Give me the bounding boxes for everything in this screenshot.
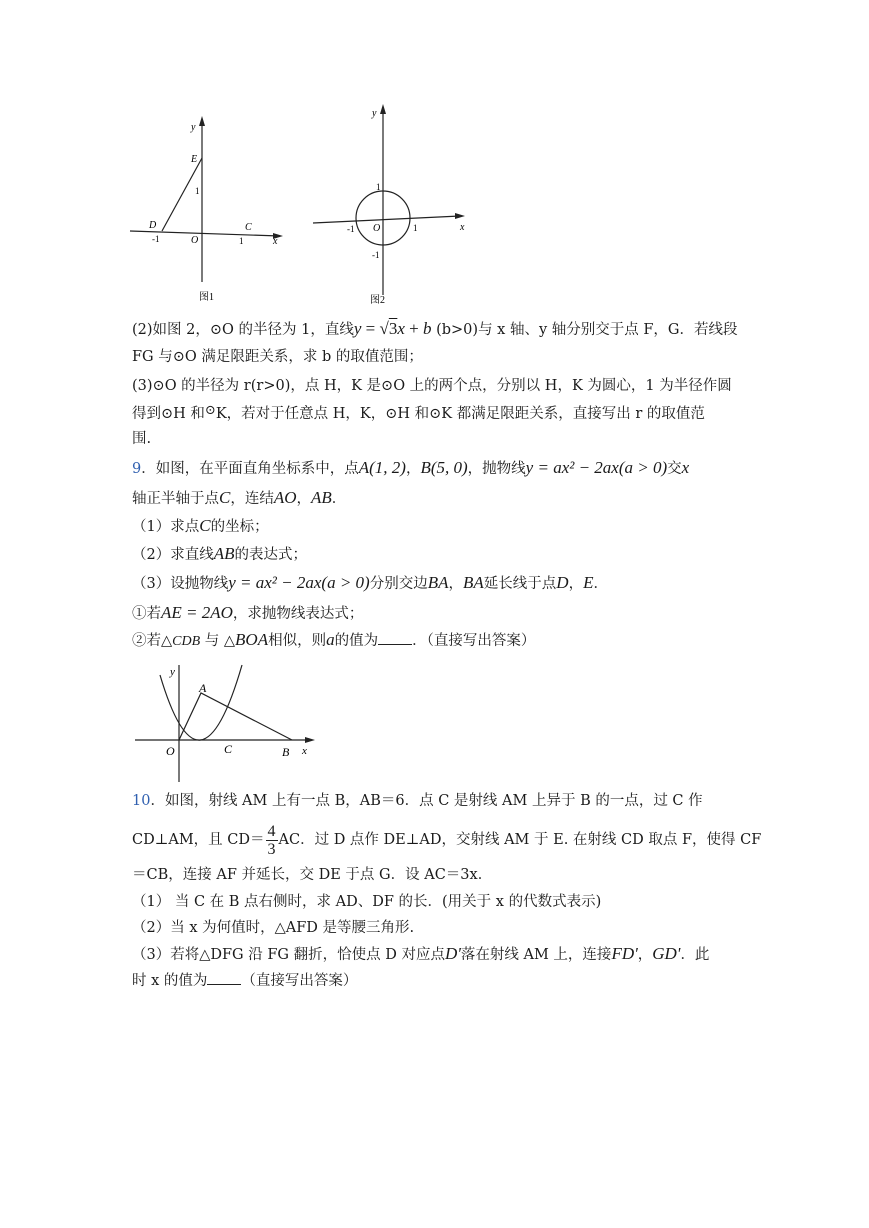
figure-2 [305, 100, 475, 310]
figure-1 [125, 110, 295, 310]
fig1-label-one-y: 1 [195, 186, 200, 196]
fig1-label-e: E [191, 154, 198, 165]
q8-part3-line1: (3)⊙O 的半径为 r(r>0)，点 H，K 是⊙O 上的两个点，分别以 H，K 为圆心，1 为半径作圆 [132, 378, 732, 394]
fig1-y-arrow [199, 116, 205, 126]
fraction-four-thirds: $\frac{4}{3}$ [267, 822, 276, 858]
fig3-label-x: x [302, 745, 307, 757]
fig1-label-neg1: -1 [152, 234, 160, 244]
q9-sub3: （3）设抛物线y = ax² − 2ax(a > 0)分别交边BA，BA延长线于点D，E． [132, 573, 608, 592]
circle-dot-icon: ⊙ [204, 403, 216, 418]
fig2-y-arrow [380, 104, 386, 114]
answer-blank[interactable] [207, 970, 241, 985]
answer-blank[interactable] [378, 630, 412, 645]
q9-line1: 9．如图，在平面直角坐标系中，点A(1, 2)，B(5, 0)，抛物线y = ax² − 2ax(a > 0)交x [132, 458, 690, 477]
fig3-x-arrow [305, 737, 315, 743]
fig3-label-b: B [282, 745, 290, 759]
q10-sub3-cont: 时 x 的值为 （直接写出答案） [132, 970, 357, 992]
q10-sub3: （3）若将△DFG 沿 FG 翻折，恰使点 D 对应点D'落在射线 AM 上，连接FD'，GD'．此 [132, 944, 710, 963]
q8-part3-line3: 围. [132, 431, 152, 447]
q10-line3: ＝CB，连接 AF 并延长，交 DE 于点 G．设 AC＝3x． [132, 867, 493, 883]
q9-sub2: （2）求直线AB的表达式； [132, 544, 308, 563]
fig2-caption: 图2 [370, 295, 385, 306]
q8-part3-line2: 得到⊙H 和⊙K，若对于任意点 H，K，⊙H 和⊙K 都满足限距关系，直接写出 r 的取值范 [132, 403, 705, 422]
q9-line2: 轴正半轴于点C，连结AO，AB． [132, 488, 347, 507]
q8-part2-line1: (2)如图 2，⊙O 的半径为 1，直线y = √3x + b (b>0)与 x 轴、y 轴分别交于点 F，G．若线段 [132, 319, 738, 338]
q10-line2: CD⊥AM，且 CD＝ $\frac{4}{3}$ AC．过 D 点作 DE⊥AD，交射线 AM 于 E. 在射线 CD 取点 F，使得 CF [132, 822, 762, 858]
q10-sub1: （1） 当 C 在 B 点右侧时，求 AD、DF 的长．(用关于 x 的代数式表示) [132, 894, 602, 910]
fig3-label-c: C [224, 742, 233, 756]
fig3-label-y: y [170, 666, 175, 678]
fig3-label-o: O [166, 744, 175, 758]
fig2-label-y: y [372, 108, 377, 119]
fig2-label-neg1-x: -1 [347, 224, 355, 234]
fig3-triangle-aob [179, 693, 292, 740]
q10-sub2: （2）当 x 为何值时，△AFD 是等腰三角形. [132, 920, 415, 936]
fig1-label-y: y [191, 122, 196, 133]
fig2-label-o: O [373, 223, 381, 234]
fig1-label-d: D [149, 220, 157, 231]
fig1-label-x: x [273, 236, 278, 247]
question-number-10: 10 [132, 793, 151, 809]
fig2-x-arrow [455, 213, 465, 219]
q8-part2-line2: FG 与⊙O 满足限距关系，求 b 的取值范围； [132, 349, 423, 365]
fig2-label-x: x [460, 222, 465, 233]
fig2-label-one-x: 1 [413, 223, 418, 233]
figure-3 [130, 660, 330, 785]
fig2-x-axis [313, 216, 460, 223]
fig2-label-one-y: 1 [376, 182, 381, 192]
question-number-9: 9 [132, 461, 142, 477]
q10-line1: 10．如图，射线 AM 上有一点 B，AB＝6．点 C 是射线 AM 上异于 B 的一点，过 C 作 [132, 793, 703, 809]
q9-case2: ②若△CDB 与 △BOA相似，则a的值为 ．（直接写出答案） [132, 630, 536, 649]
fig1-label-o: O [191, 235, 199, 246]
fig1-caption: 图1 [199, 292, 214, 303]
fig1-label-c: C [245, 222, 252, 233]
q9-sub1: （1）求点C的坐标； [132, 516, 269, 535]
fig2-label-neg1-y: -1 [372, 250, 380, 260]
q9-case1: ①若AE = 2AO，求抛物线表达式； [132, 603, 364, 622]
fig1-label-one-x: 1 [239, 236, 244, 246]
fig3-label-a: A [199, 681, 207, 695]
